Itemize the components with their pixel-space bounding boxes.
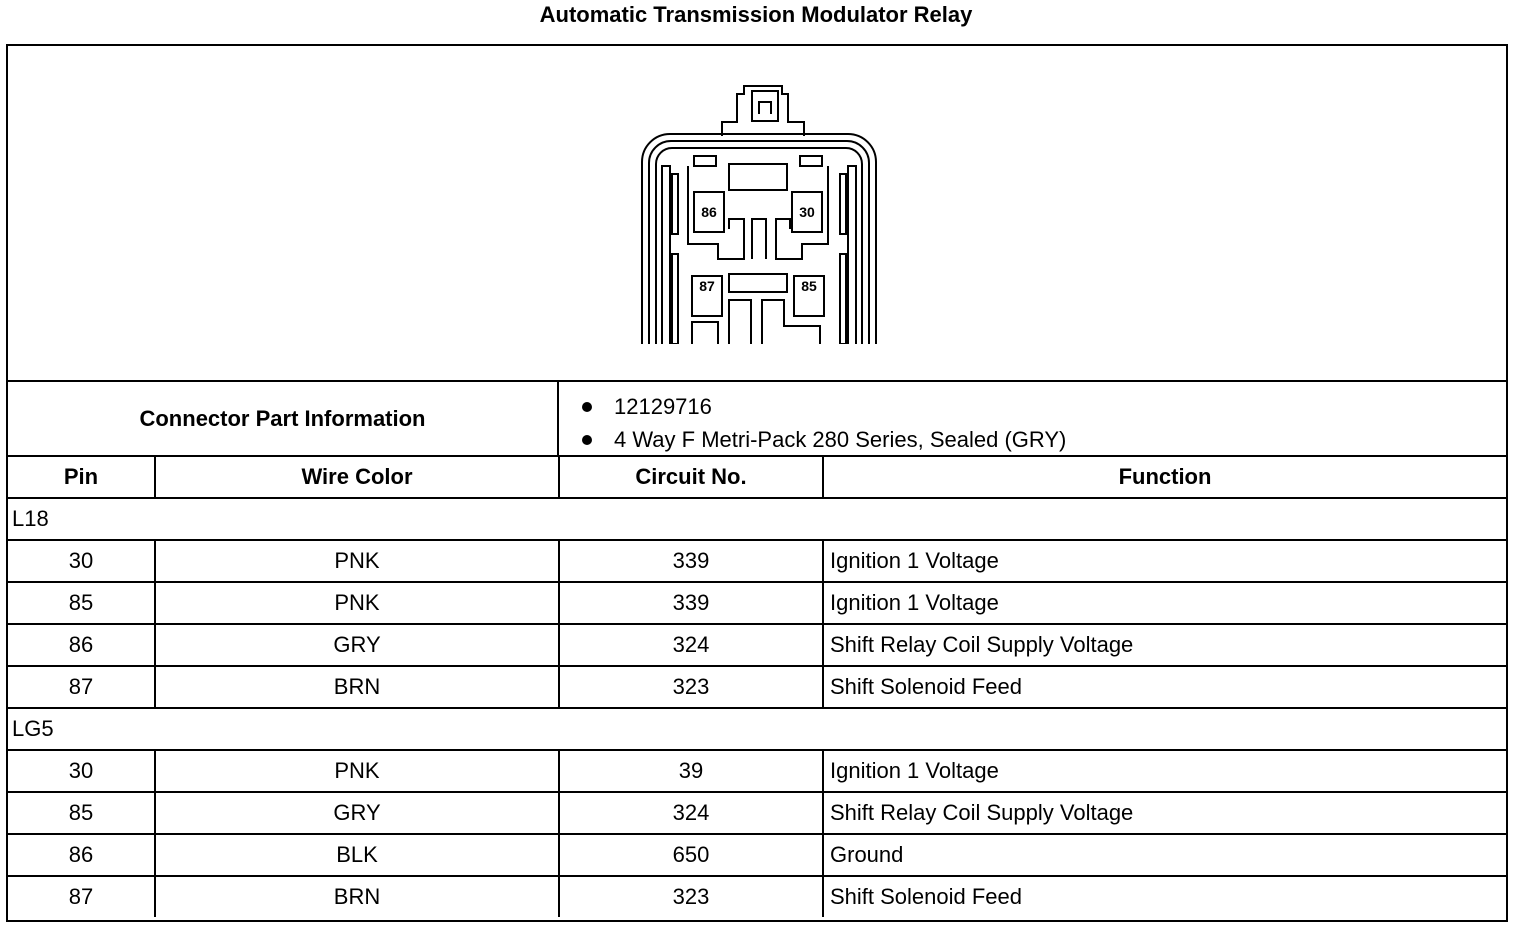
connector-diagram-area [8, 46, 1506, 382]
bullet-icon [582, 435, 592, 445]
cavity-label-30: 30 [799, 204, 815, 220]
cell-pin: 87 [8, 876, 155, 917]
table-row [8, 834, 1506, 876]
connector-part-information [8, 382, 1506, 457]
cell-function: Ground [823, 834, 1506, 876]
cpi-item [582, 423, 1066, 456]
connector-face-diagram [632, 64, 882, 344]
header-pin: Pin [8, 457, 155, 498]
cavity-label-85: 85 [801, 278, 817, 294]
cell-wire-color: GRY [155, 624, 559, 666]
cell-circuit-no: 324 [559, 792, 823, 834]
cell-function: Ignition 1 Voltage [823, 750, 1506, 792]
table-row [8, 624, 1506, 666]
group-row [8, 498, 1506, 540]
cpi-part-number: 12129716 [614, 393, 712, 419]
cell-function: Ignition 1 Voltage [823, 582, 1506, 624]
group-row [8, 708, 1506, 750]
group-label: L18 [8, 498, 1506, 540]
cell-wire-color: PNK [155, 540, 559, 582]
cell-pin: 85 [8, 582, 155, 624]
pinout-table [8, 457, 1506, 917]
header-wire-color: Wire Color [155, 457, 559, 498]
cell-function: Shift Solenoid Feed [823, 666, 1506, 708]
cpi-list [582, 390, 1066, 456]
cell-circuit-no: 339 [559, 582, 823, 624]
bullet-icon [582, 402, 592, 412]
cell-circuit-no: 339 [559, 540, 823, 582]
cell-circuit-no: 650 [559, 834, 823, 876]
header-circuit-no: Circuit No. [559, 457, 823, 498]
cell-function: Shift Solenoid Feed [823, 876, 1506, 917]
cell-pin: 86 [8, 834, 155, 876]
table-row [8, 792, 1506, 834]
table-header-row [8, 457, 1506, 498]
cell-wire-color: PNK [155, 750, 559, 792]
cpi-label: Connector Part Information [8, 382, 559, 455]
cell-function: Shift Relay Coil Supply Voltage [823, 792, 1506, 834]
cell-pin: 86 [8, 624, 155, 666]
table-row [8, 666, 1506, 708]
cpi-description: 4 Way F Metri-Pack 280 Series, Sealed (GRY) [614, 426, 1067, 452]
cell-circuit-no: 323 [559, 666, 823, 708]
cell-pin: 30 [8, 540, 155, 582]
cell-wire-color: PNK [155, 582, 559, 624]
table-row [8, 876, 1506, 917]
cell-pin: 85 [8, 792, 155, 834]
table-row [8, 540, 1506, 582]
cell-pin: 87 [8, 666, 155, 708]
table-row [8, 582, 1506, 624]
cell-wire-color: GRY [155, 792, 559, 834]
cell-circuit-no: 324 [559, 624, 823, 666]
cpi-item [582, 390, 1066, 423]
connector-end-view-frame [6, 44, 1508, 922]
cell-wire-color: BRN [155, 876, 559, 917]
cell-wire-color: BRN [155, 666, 559, 708]
cell-function: Ignition 1 Voltage [823, 540, 1506, 582]
cell-circuit-no: 39 [559, 750, 823, 792]
group-label: LG5 [8, 708, 1506, 750]
header-function: Function [823, 457, 1506, 498]
cell-circuit-no: 323 [559, 876, 823, 917]
cell-pin: 30 [8, 750, 155, 792]
cell-function: Shift Relay Coil Supply Voltage [823, 624, 1506, 666]
cavity-label-87: 87 [699, 278, 715, 294]
cavity-label-86: 86 [701, 204, 717, 220]
cell-wire-color: BLK [155, 834, 559, 876]
page-title: Automatic Transmission Modulator Relay [539, 2, 973, 27]
table-row [8, 750, 1506, 792]
